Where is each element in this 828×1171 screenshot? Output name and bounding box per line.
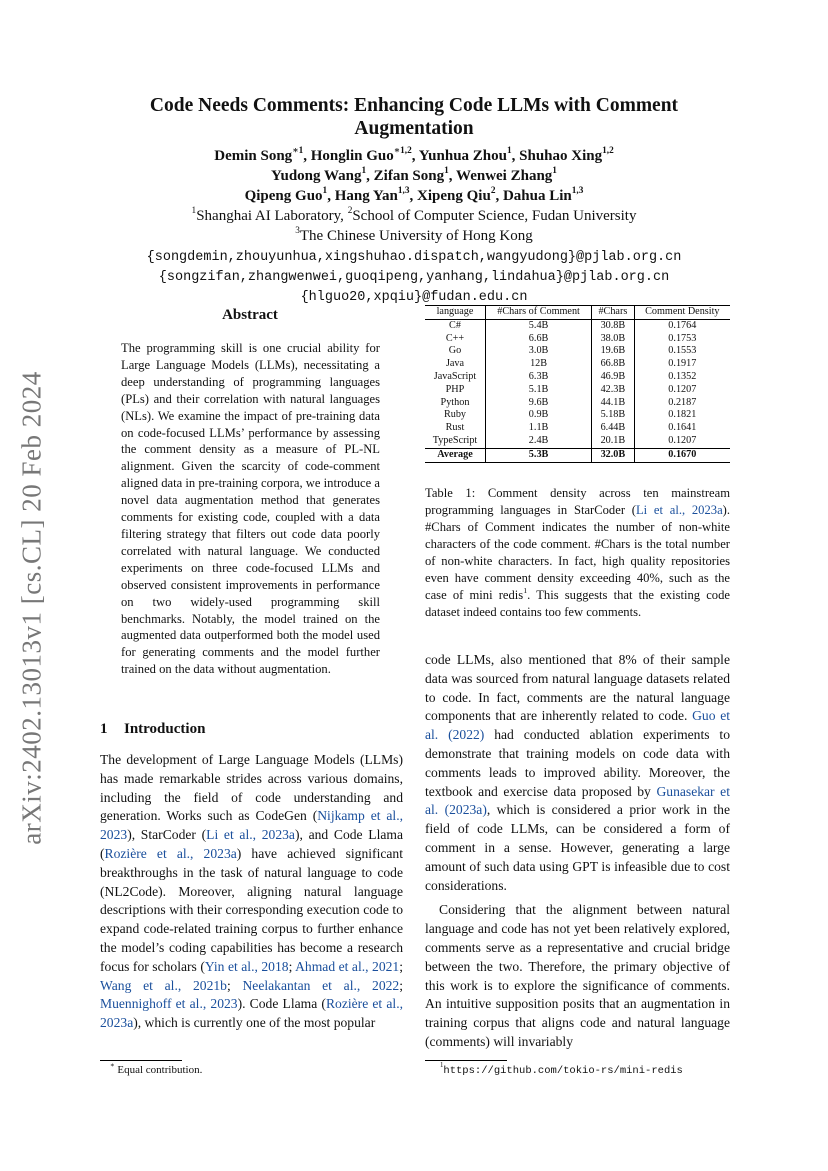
citation-link[interactable]: Nijkamp et al., 2023 (100, 808, 403, 843)
paragraph: Considering that the alignment between natural language and code has not yet been relatively explored, comments serve as a representative and crucial bridge between the two. Therefore, the primary objective of this work is to explore the significance of comments. An intuitive supposition posits that an augmentation in training corpus that aligns code and natural language (comments) will invariably (425, 902, 730, 1049)
table-1 (425, 305, 730, 463)
author-affil-mark: 2 (490, 185, 496, 196)
author-line: Demin Song$^{∗1}$, Honglin Guo$^{∗1,2}$, Yunhua Zhou$^1$, Shuhao Xing$^{1,2}$ (214, 145, 614, 164)
author-affil-mark: 1 (506, 145, 512, 156)
table-cell: JavaScript (433, 370, 477, 382)
table-cell: Java (445, 358, 465, 370)
author-name: Qipeng Guo (244, 188, 323, 204)
table-cell: PHP (445, 383, 465, 395)
table-cell: 0.1917 (634, 358, 730, 371)
author-name: Yudong Wang (271, 168, 362, 184)
table-row (425, 397, 730, 410)
table-cell: 1.1B (485, 422, 591, 435)
citation-link[interactable]: Wang et al., 2021b (100, 977, 227, 993)
citation-link[interactable]: Yin et al., 2018 (204, 958, 289, 974)
table-cell: Rust (445, 422, 465, 434)
table-cell: 0.1641 (634, 422, 730, 435)
right-column-text (425, 651, 730, 1052)
paragraph: code LLMs, also mentioned that 8% of their sample data was sourced from natural language datasets related to code. In fact, comments are the natural language components that are inherently related to code. Guo et al. (2022) had conducted ablation experiments to demonstrate that training models on code data with comments leads to improved ability. Moreover, the textbook and exercise data proposed by Gunasekar et al. (2023a), which is considered a prior work in the field of code LLMs, can be considered a form of comment in a sense. However, generating a large amount of such data using GPT is infeasible due to cost considerations. (425, 652, 731, 893)
table-cell: 19.6B (592, 345, 634, 358)
author-name: Wenwei Zhang (456, 168, 553, 184)
author-name: Honglin Guo (310, 148, 394, 164)
author-name: Yunhua Zhou (418, 148, 507, 164)
email-line[interactable]: {songdemin,zhouyunhua,xingshuhao.dispatch,wangyudong}@pjlab.org.cn (146, 250, 682, 265)
table-cell: 0.1207 (634, 435, 730, 448)
section-number: 1 (100, 721, 108, 737)
table-cell: 6.6B (485, 333, 591, 346)
table-row (425, 358, 730, 371)
footnote-mark[interactable]: 1 (523, 585, 528, 595)
table-cell: 0.9B (485, 409, 591, 422)
table-cell: Python (440, 396, 470, 408)
citation-link[interactable]: Li et al., 2023a (206, 827, 295, 843)
footnote-link[interactable]: https://github.com/tokio-rs/mini-redis (443, 1065, 683, 1077)
table-cell: 66.8B (592, 358, 634, 371)
table-cell: 20.1B (592, 435, 634, 448)
column-header: #Chars (592, 306, 634, 320)
comment-density-table (425, 305, 730, 463)
column-header: Comment Density (634, 306, 730, 320)
footnote-equal-contribution: ∗ Equal contribution. (110, 1062, 203, 1076)
column-header: language (425, 306, 485, 320)
table-cell: 46.9B (592, 371, 634, 384)
arxiv-identifier: arXiv:2402.13013v1 [cs.CL] 20 Feb 2024 (16, 371, 47, 845)
table-cell: 6.3B (485, 371, 591, 384)
author-name: Hang Yan (334, 188, 398, 204)
table-cell: 0.2187 (634, 397, 730, 410)
table-cell: TypeScript (432, 434, 478, 446)
table-cell: 44.1B (592, 397, 634, 410)
table-cell: 3.0B (485, 345, 591, 358)
table-cell: 2.4B (485, 435, 591, 448)
intro-paragraph: The development of Large Language Models (LLMs) has made remarkable strides across various domains, including the field of code understanding and generation. Works such as CodeGen (Nijkamp et al., 2023), StarCoder (Li et al., 2023a), and Code Llama (Rozière et al., 2023a) have achieved significant breakthroughs in the task of natural language to code (NL2Code). Moreover, aligning natural language descriptions with their corresponding execution code to expand code-related training corpus to further enhance the model’s coding capabilities has become a research focus for scholars (Yin et al., 2018; Ahmad et al., 2021; Wang et al., 2021b; Neelakantan et al., 2022; Muennighoff et al., 2023). Code Llama (Rozière et al., 2023a), which is currently one of the most popular (100, 752, 403, 1031)
table-row (425, 435, 730, 448)
table-cell: 5.3B (485, 448, 591, 462)
table-row (425, 345, 730, 358)
author-affil-mark: 1 (444, 165, 449, 176)
author-affil-mark: 1 (322, 185, 328, 196)
table-cell: 38.0B (592, 333, 634, 346)
author-affil-mark: 1 (552, 165, 557, 176)
author-affil-mark: ∗1 (292, 145, 304, 156)
citation-link[interactable]: Rozière et al., 2023a (104, 845, 237, 861)
table-cell: 0.1670 (634, 448, 730, 462)
table-cell: 5.18B (592, 409, 634, 422)
email-line[interactable]: {hlguo20,xpqiu}@fudan.edu.cn (300, 290, 528, 305)
section-title: Introduction (124, 721, 206, 737)
author-affil-mark: 1,3 (397, 185, 410, 196)
citation-link[interactable]: Rozière et al., 2023a (100, 996, 403, 1031)
author-list (100, 146, 728, 206)
author-line: Yudong Wang$^1$, Zifan Song$^1$, Wenwei Zhang$^1$ (271, 165, 557, 184)
author-affil-mark: 1 (361, 165, 367, 176)
table-row (425, 384, 730, 397)
author-name: Xipeng Qiu (417, 188, 491, 204)
abstract-heading: Abstract (222, 307, 278, 323)
footnote-divider (100, 1060, 182, 1061)
table-cell: C++ (445, 332, 465, 344)
table-cell: 9.6B (485, 397, 591, 410)
author-affil-mark: 1,3 (571, 185, 584, 196)
affiliation-line: $^1$Shanghai AI Laboratory, $^2$School of Computer Science, Fudan University (191, 205, 637, 224)
email-line[interactable]: {songzifan,zhangwenwei,guoqipeng,yanhang,lindahua}@pjlab.org.cn (158, 270, 670, 285)
author-name: Dahua Lin (502, 188, 572, 204)
abstract-text: The programming skill is one crucial ability for Large Language Models (LLMs), necessitating a deep understanding of programming languages (PLs) and their correlation with natural languages (NLs). We examine the impact of pre-training data on code-focused LLMs’ performance by assessing the comment density as a measure of PL-NL alignment. Given the scarcity of code-comment aligned data in pre-training corpora, we introduce a novel data augmentation method that generates comments for existing code, coupled with a data filtering strategy that filters out code data poorly correlated with natural language. We conducted experiments on three code-focused LLMs and observed consistent improvements in performance on two widely-used programming skill benchmarks. Notably, the model trained on the augmented data outperformed both the model used for generating comments and the model further trained on the data without augmentation. (121, 341, 380, 677)
table-row (425, 333, 730, 346)
table-cell: 5.4B (485, 319, 591, 332)
table-cell: 6.44B (592, 422, 634, 435)
table-cell: 0.1821 (634, 409, 730, 422)
table-row (425, 371, 730, 384)
footnote-url: $^1$https://github.com/tokio-rs/mini-redis (440, 1062, 683, 1077)
citation-link[interactable]: Gunasekar et al. (2023a) (425, 783, 730, 818)
section-heading-introduction (100, 721, 205, 738)
author-line: Qipeng Guo$^1$, Hang Yan$^{1,3}$, Xipeng Qiu$^2$, Dahua Lin$^{1,3}$ (244, 185, 584, 204)
table-row (425, 409, 730, 422)
table-cell: 30.8B (592, 319, 634, 332)
table-cell: Go (448, 345, 462, 357)
column-header: #Chars of Comment (485, 306, 591, 320)
author-affil-mark: ∗1,2 (393, 145, 412, 156)
table-average-row (425, 448, 730, 462)
citation-link[interactable]: Ahmad et al., 2021 (295, 958, 400, 974)
table-caption: Table 1: Comment density across ten mainstream programming languages in StarCoder (Li et al., 2023a). #Chars of Comment indicates the number of non-white characters of the code comment. #Chars is the total number of non-white characters. In fact, high quality repositories even have comment density exceeding 40%, such as the case of mini redis$^1$. This suggests that the existing code dataset indeed contains too few comments. (425, 486, 731, 619)
author-name: Zifan Song (373, 168, 445, 184)
affiliation-line: $^3$The Chinese University of Hong Kong (295, 225, 533, 244)
author-emails (100, 248, 728, 308)
author-name: Demin Song (214, 148, 293, 164)
citation-link[interactable]: Muennighoff et al., 2023 (100, 996, 238, 1012)
paper-title: Code Needs Comments: Enhancing Code LLMs with Comment Augmentation (149, 95, 679, 139)
table-row (425, 422, 730, 435)
table-cell: 5.1B (485, 384, 591, 397)
table-cell: 0.1207 (634, 384, 730, 397)
affiliations (100, 206, 728, 246)
author-affil-mark: 1,2 (602, 145, 614, 156)
footnote-divider (425, 1060, 507, 1061)
author-name: Shuhao Xing (519, 148, 603, 164)
table-row (425, 319, 730, 332)
table-header-row (425, 306, 730, 320)
table-cell: 0.1753 (634, 333, 730, 346)
table-cell: 0.1352 (634, 371, 730, 384)
table-cell: 0.1553 (634, 345, 730, 358)
table-cell: C# (449, 319, 461, 331)
citation-link[interactable]: Li et al., 2023a (635, 503, 723, 517)
table-cell: 0.1764 (634, 319, 730, 332)
citation-link[interactable]: Neelakantan et al., 2022 (242, 977, 400, 993)
table-cell: Ruby (443, 409, 467, 421)
table-cell: 32.0B (592, 448, 634, 462)
table-cell: Average (425, 448, 485, 462)
table-cell: 12B (485, 358, 591, 371)
table-cell: 42.3B (592, 384, 634, 397)
citation-link[interactable]: Guo et al. (2022) (425, 708, 731, 743)
